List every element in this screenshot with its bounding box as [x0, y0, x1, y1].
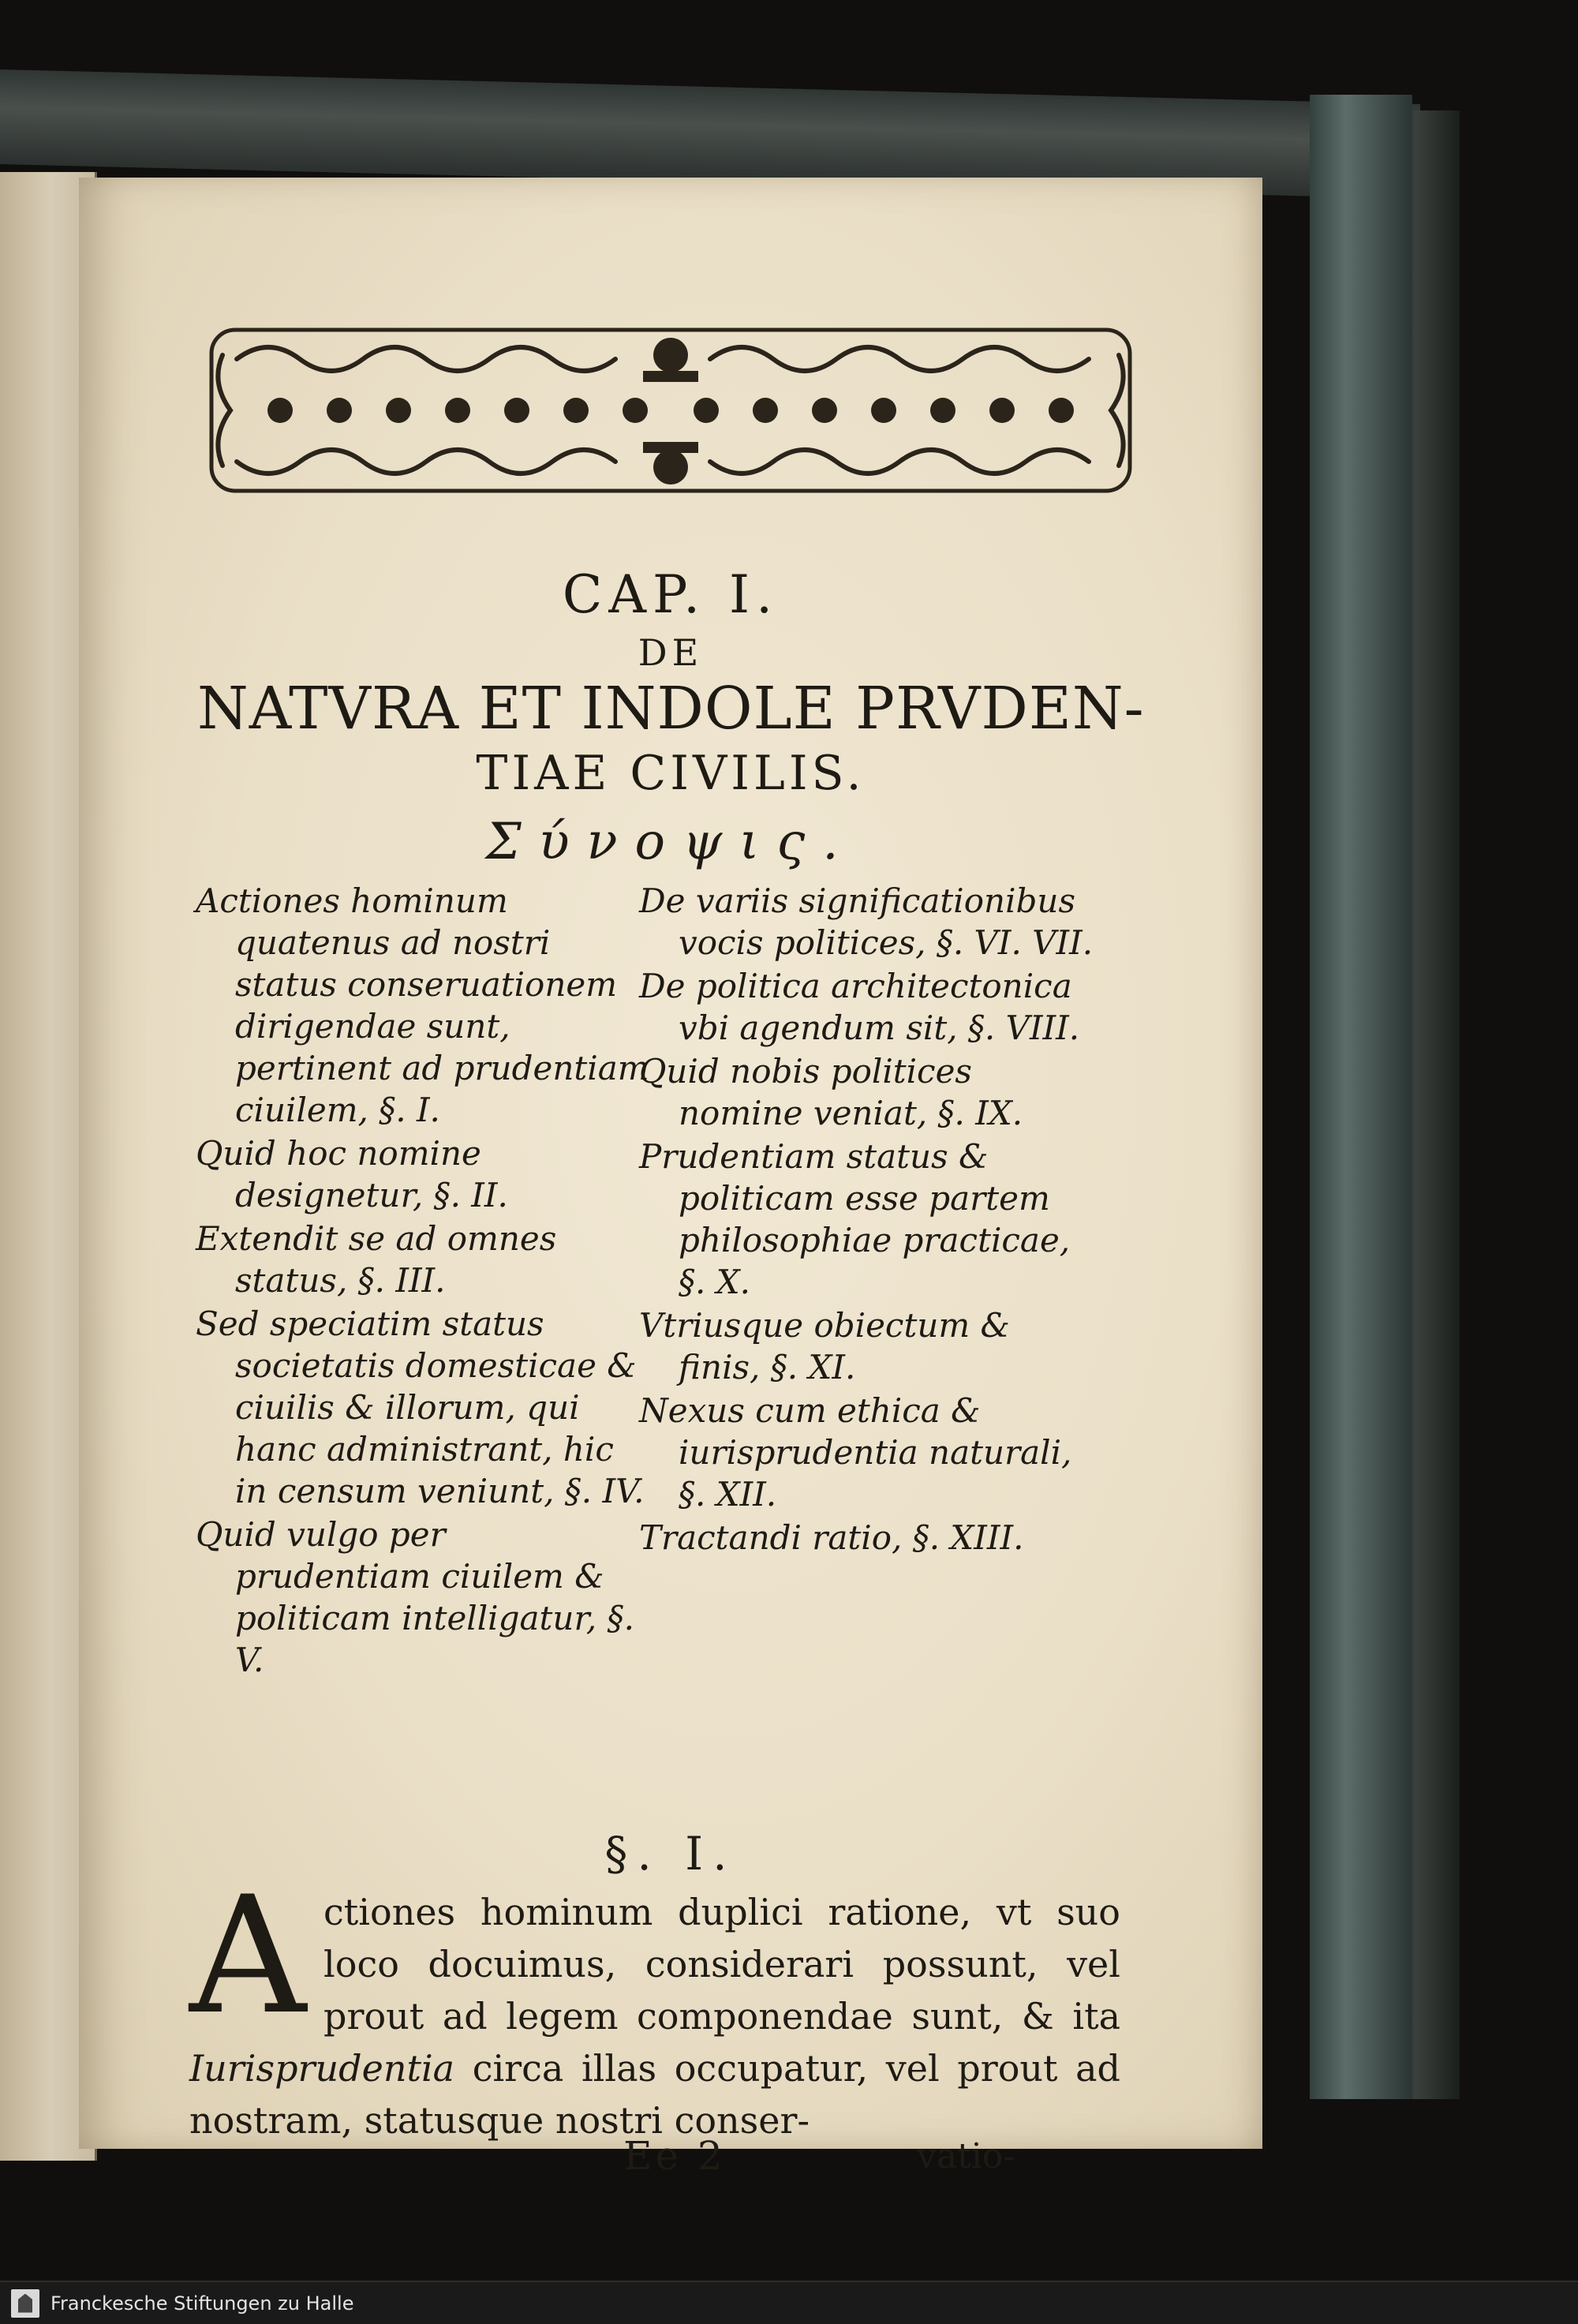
- chapter-title-line-2: TIAE CIVILIS.: [476, 746, 866, 801]
- synopsis-left-column: [196, 880, 649, 1682]
- synopsis-entry: Prudentiam status & politicam esse partem philosophiae practicae, §. X.: [639, 1137, 1071, 1301]
- body-text-end: circa illas occupatur, vel prout ad nostram, statusque nostri conser-: [189, 2047, 1120, 2142]
- synopsis-entry: Sed speciatim status societatis domesticae & ciuilis & illorum, qui hanc administrant, hic in censum veniunt, §. IV.: [196, 1304, 645, 1510]
- synopsis-entry: Quid vulgo per prudentiam ciuilem & politicam intelligatur, §. V.: [196, 1515, 634, 1679]
- chapter-number: CAP. I.: [562, 564, 780, 625]
- chapter-title-line-1: NATVRA ET INDOLE PRVDEN-: [197, 675, 1145, 743]
- drop-capital: A: [189, 1862, 307, 2050]
- institution-logo-icon: [11, 2289, 39, 2318]
- section-heading: §. I.: [604, 1827, 737, 1881]
- synopsis-entry: Extendit se ad omnes status, §. III.: [196, 1219, 557, 1300]
- synopsis-entry: Actiones hominum quatenus ad nostri status conseruationem dirigendae sunt, pertinent ad prudentiam ciuilem, §. I.: [196, 881, 649, 1129]
- synopsis-heading: Σύνοψις.: [485, 813, 856, 871]
- synopsis-entry: Nexus cum ethica & iurisprudentia naturali, §. XII.: [639, 1391, 1072, 1514]
- signature-mark: Ee 2: [623, 2133, 726, 2179]
- rosette-row: [267, 398, 1074, 423]
- footer-bar: [0, 2281, 1578, 2324]
- synopsis-entry: De politica architectonica vbi agendum sit, §. VIII.: [639, 967, 1080, 1047]
- synopsis-entry: De variis significationibus vocis politices, §. VI. VII.: [639, 881, 1094, 962]
- body-text-start: ctiones hominum duplici ratione, vt suo loco docuimus, considerari possunt, vel prout ad legem componendae sunt, & ita: [323, 1891, 1120, 2038]
- headpiece-ornament: [205, 324, 1136, 497]
- synopsis-entry: Tractandi ratio, §. XIII.: [639, 1518, 1024, 1557]
- page-block-edge: [1310, 95, 1412, 2099]
- synopsis-entry: Vtriusque obiectum & finis, §. XI.: [639, 1306, 1010, 1387]
- catchword: vatio-: [917, 2136, 1015, 2176]
- footer-institution: Franckesche Stiftungen zu Halle: [50, 2292, 354, 2315]
- synopsis-right-column: [639, 880, 1097, 1560]
- body-text-italic: Iurisprudentia: [189, 2047, 455, 2090]
- book-page: [79, 178, 1262, 2179]
- synopsis-entry: Quid hoc nomine designetur, §. II.: [196, 1134, 508, 1214]
- chapter-preposition: DE: [638, 631, 704, 674]
- synopsis-entry: Quid nobis politices nomine veniat, §. IX.: [639, 1052, 1023, 1132]
- section-body: [189, 1862, 1120, 2146]
